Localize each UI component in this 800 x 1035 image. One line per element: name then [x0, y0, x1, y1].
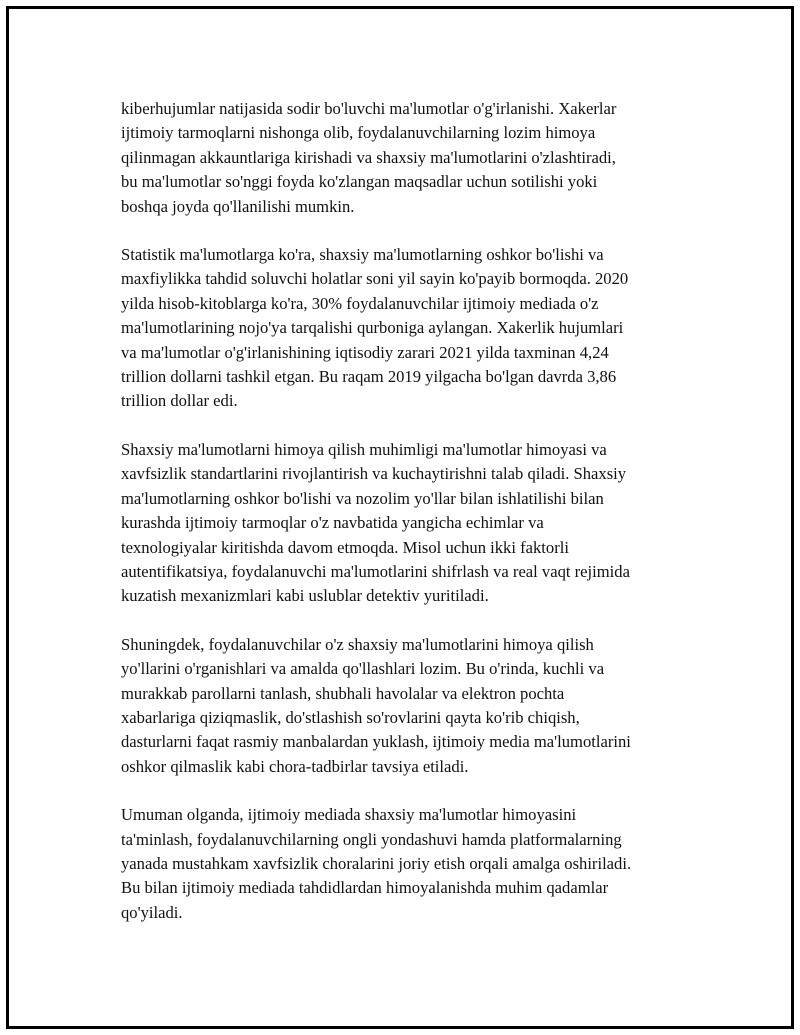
paragraph-4: Shuningdek, foydalanuvchilar o'z shaxsiy ma'lumotlarini himoya qilish yo'llarini o'rganishlari va amalda qo'llashlari lozim. Bu o'rinda, kuchli va murakkab parollarni tanlash, shubhali havolalar va elektron pochta xabarlariga qiziqmaslik, do'stlashish so'rovlarini qayta ko'rib chiqish, dasturlarni faqat rasmiy manbalardan yuklash, ijtimoiy media ma'lumotlarini oshkor qilmaslik kabi chora-tadbirlar tavsiya etiladi.: [121, 634, 631, 776]
paragraph-2: Statistik ma'lumotlarga ko'ra, shaxsiy ma'lumotlarning oshkor bo'lishi va maxfiylikka tahdid soluvchi holatlar soni yil sayin ko'payib bormoqda. 2020 yilda hisob-kitoblarga ko'ra, 30% foydalanuvchilar ijtimoiy mediada o'z ma'lumotlarining nojo'ya tarqalishi qurboniga aylangan. Xakerlik hujumlari va ma'lumotlar o'g'irlanishining iqtisodiy zarari 2021 yilda taxminan 4,24 trillion dollarni tashkil etgan. Bu raqam 2019 yilgacha bo'lgan davrda 3,86 trillion dollar edi.: [121, 245, 629, 411]
paragraph-3: Shaxsiy ma'lumotlarni himoya qilish muhimligi ma'lumotlar himoyasi va xavfsizlik standartlarini rivojlantirish va kuchaytirishni talab qiladi. Shaxsiy ma'lumotlarning oshkor bo'lishi va nozolim yo'llar bilan ishlatilishi bilan kurashda ijtimoiy tarmoqlar o'z navbatida yangicha echimlar va texnologiyalar kiritishda davom etmoqda. Misol uchun ikki faktorli autentifikatsiya, foydalanuvchi ma'lumotlarini shifrlash va real vaqt rejimida kuzatish mexanizmlari kabi uslublar detektiv yuritiladi.: [121, 439, 630, 606]
page-frame: [6, 6, 794, 1029]
paragraph-5: Umuman olganda, ijtimoiy mediada shaxsiy ma'lumotlar himoyasini ta'minlash, foydalanuvchilarning ongli yondashuvi hamda platformalarning yanada mustahkam xavfsizlik choralarini joriy etish orqali amalga oshiriladi. Bu bilan ijtimoiy mediada tahdidlardan himoyalanishda muhim qadamlar qo'yiladi.: [121, 805, 632, 922]
paragraph-1: kiberhujumlar natijasida sodir bo'luvchi ma'lumotlar o'g'irlanishi. Xakerlar ijtimoiy tarmoqlarni nishonga olib, foydalanuvchilarning lozim himoya qilinmagan akkauntlariga kirishadi va shaxsiy ma'lumotlarini o'zlashtiradi, bu ma'lumotlar so'nggi foyda ko'zlangan maqsadlar uchun sotilishi yoki boshqa joyda qo'llanilishi mumkin.: [121, 99, 617, 216]
document-body: [121, 97, 711, 949]
